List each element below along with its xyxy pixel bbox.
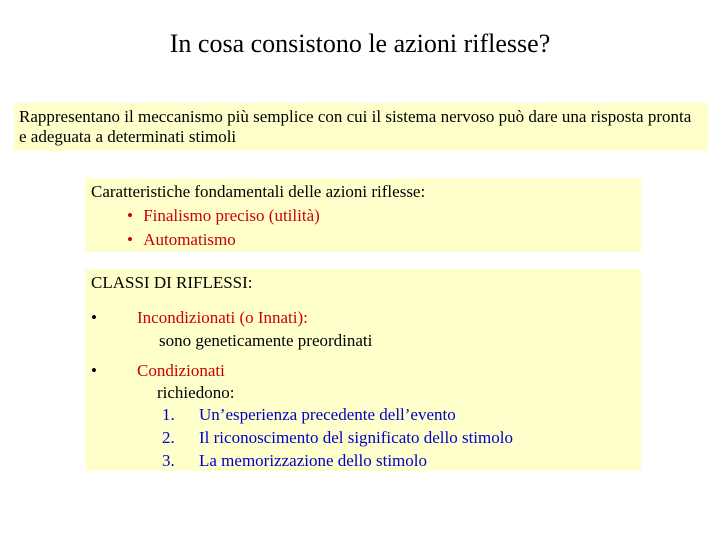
step-text: Il riconoscimento del significato dello stimolo <box>199 428 513 447</box>
list-item <box>127 204 320 228</box>
classes-heading: CLASSI DI RIFLESSI: <box>91 273 253 292</box>
step-number: 2. <box>162 428 175 447</box>
step-number: 1. <box>162 405 175 424</box>
step-text: La memorizzazione dello stimolo <box>199 451 428 470</box>
bullet-icon: • <box>91 361 97 380</box>
bullet-icon: • <box>91 308 97 327</box>
list-item <box>127 228 236 252</box>
bullet-icon: • <box>127 206 133 225</box>
conditioned-desc: richiedono: <box>157 383 235 402</box>
features-box <box>85 178 641 252</box>
classes-box <box>85 269 641 471</box>
feature-item-label: Finalismo preciso (utilità) <box>143 206 320 225</box>
unconditioned-desc: sono geneticamente preordinati <box>159 331 373 350</box>
conditioned-label: Condizionati <box>137 361 225 380</box>
features-heading: Caratteristiche fondamentali delle azioni riflesse: <box>91 182 426 201</box>
bullet-icon: • <box>127 230 133 249</box>
step-text: Un’esperienza precedente dell’evento <box>199 405 456 424</box>
step-number: 3. <box>162 451 175 470</box>
feature-item-label: Automatismo <box>143 230 236 249</box>
unconditioned-label: Incondizionati (o Innati): <box>137 308 308 327</box>
page-title: In cosa consistono le azioni riflesse? <box>169 29 551 58</box>
intro-text: Rappresentano il meccanismo più semplice con cui il sistema nervoso può dare una risposta pronta e adeguata a determinati stimoli <box>19 107 692 146</box>
intro-box <box>14 103 708 151</box>
